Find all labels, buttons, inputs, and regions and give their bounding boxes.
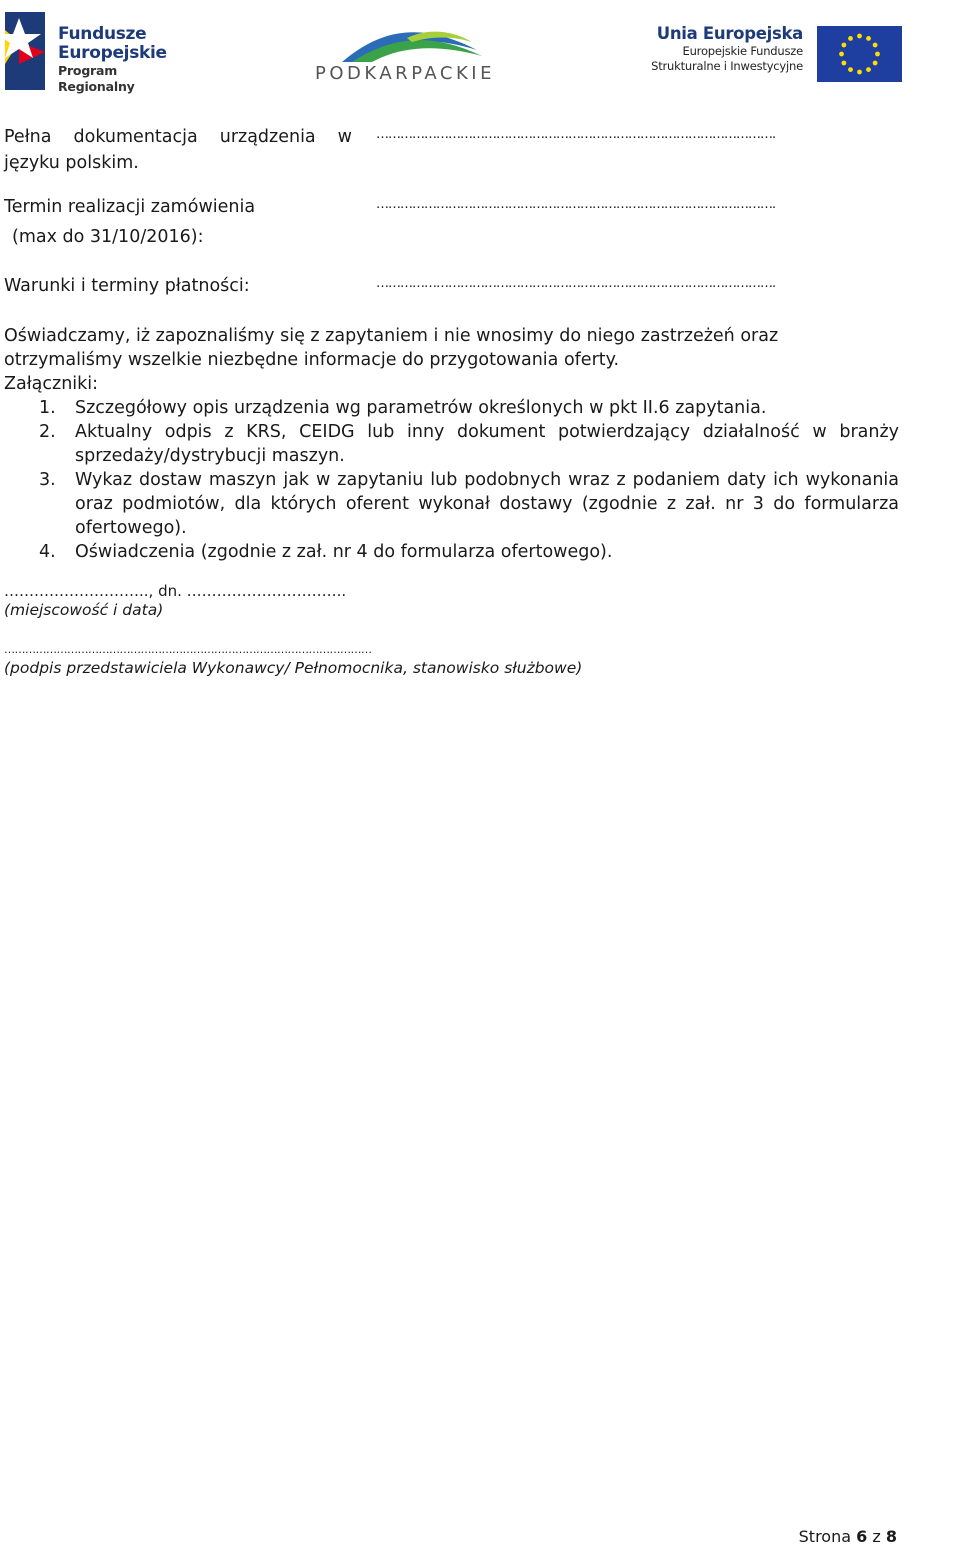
- page-prefix: Strona: [798, 1527, 852, 1546]
- total-pages: 8: [885, 1527, 897, 1546]
- place-date-block: [4, 582, 346, 620]
- signature-caption: (podpis przedstawiciela Wykonawcy/ Pełnomocnika, stanowisko służbowe): [4, 659, 583, 677]
- page-number: [799, 1527, 897, 1546]
- fe-line2: Europejskie: [58, 43, 167, 63]
- place-date-caption: (miejscowość i data): [4, 601, 164, 619]
- fundusze-europejskie-logo: [5, 12, 190, 94]
- term-label-line1: Termin realizacji zamówienia: [4, 197, 256, 217]
- page-sep: z: [872, 1527, 881, 1546]
- fe-star-icon: [5, 12, 53, 90]
- list-item-number: 1.: [39, 398, 56, 418]
- list-item-text: Oświadczenia (zgodnie z zał. nr 4 do formularza ofertowego).: [75, 542, 613, 562]
- list-item-text: Aktualny odpis z KRS, CEIDG lub inny dokument potwierdzający działalność w branży sprzedaży/dystrybucji maszyn.: [75, 422, 899, 466]
- fe-line3: Program Regionalny: [58, 63, 135, 94]
- doc-row: [4, 124, 956, 180]
- list-item-number: 3.: [39, 470, 56, 490]
- term-label-line2: (max do 31/10/2016):: [12, 227, 204, 247]
- payment-row: [4, 273, 956, 303]
- current-page: 6: [856, 1527, 868, 1546]
- place-date-line[interactable]: ……………………….., dn. …………………………..: [4, 582, 347, 600]
- attachments-title: Załączniki:: [4, 374, 99, 394]
- payment-value-field[interactable]: ……………………………………………………………………………………….: [376, 276, 776, 291]
- eu-flag-icon: [817, 26, 902, 82]
- list-item: [4, 396, 899, 420]
- declaration-text: Oświadczamy, iż zapoznaliśmy się z zapytaniem i nie wnosimy do niego zastrzeżeń oraz otrzymaliśmy wszelkie niezbędne informacje do przygotowania oferty.: [4, 326, 779, 370]
- eu-line1: Unia Europejska: [656, 24, 803, 43]
- eu-line3: Strukturalne i Inwestycyjne: [651, 59, 803, 73]
- signature-line[interactable]: ……………………………………………………………………………………………: [4, 643, 372, 656]
- list-item-number: 2.: [39, 422, 56, 442]
- signature-block: [4, 640, 582, 678]
- fe-line1: Fundusze: [58, 24, 147, 44]
- doc-label: Pełna dokumentacja urządzenia w języku polskim.: [4, 127, 352, 173]
- list-item: [4, 540, 899, 564]
- term-value-field[interactable]: ……………………………………………………………………………………….: [376, 197, 776, 212]
- list-item-text: Szczegółowy opis urządzenia wg parametrów określonych w pkt II.6 zapytania.: [75, 398, 767, 418]
- term-row: [4, 194, 956, 254]
- list-item: [4, 468, 899, 540]
- list-item: [4, 420, 899, 468]
- attachments-list: [4, 396, 899, 564]
- list-item-text: Wykaz dostaw maszyn jak w zapytaniu lub podobnych wraz z podaniem daty ich wykonania oraz podmiotów, dla których oferent wykonał dostawy (zgodnie z zał. nr 3 do formularza ofertowego).: [75, 470, 899, 538]
- list-item-number: 4.: [39, 542, 56, 562]
- podkarpackie-hills-icon: [312, 20, 507, 65]
- podkarpackie-wordmark: PODKARPACKIE: [315, 63, 495, 84]
- unia-europejska-logo: [635, 24, 905, 84]
- doc-value-field[interactable]: ……………………………………………………………………………………….: [376, 127, 776, 142]
- header-logos: [0, 0, 960, 100]
- podkarpackie-logo: [312, 20, 507, 90]
- payment-label: Warunki i terminy płatności:: [4, 276, 250, 296]
- term-label: [4, 194, 364, 250]
- eu-line2: Europejskie Fundusze: [682, 44, 803, 58]
